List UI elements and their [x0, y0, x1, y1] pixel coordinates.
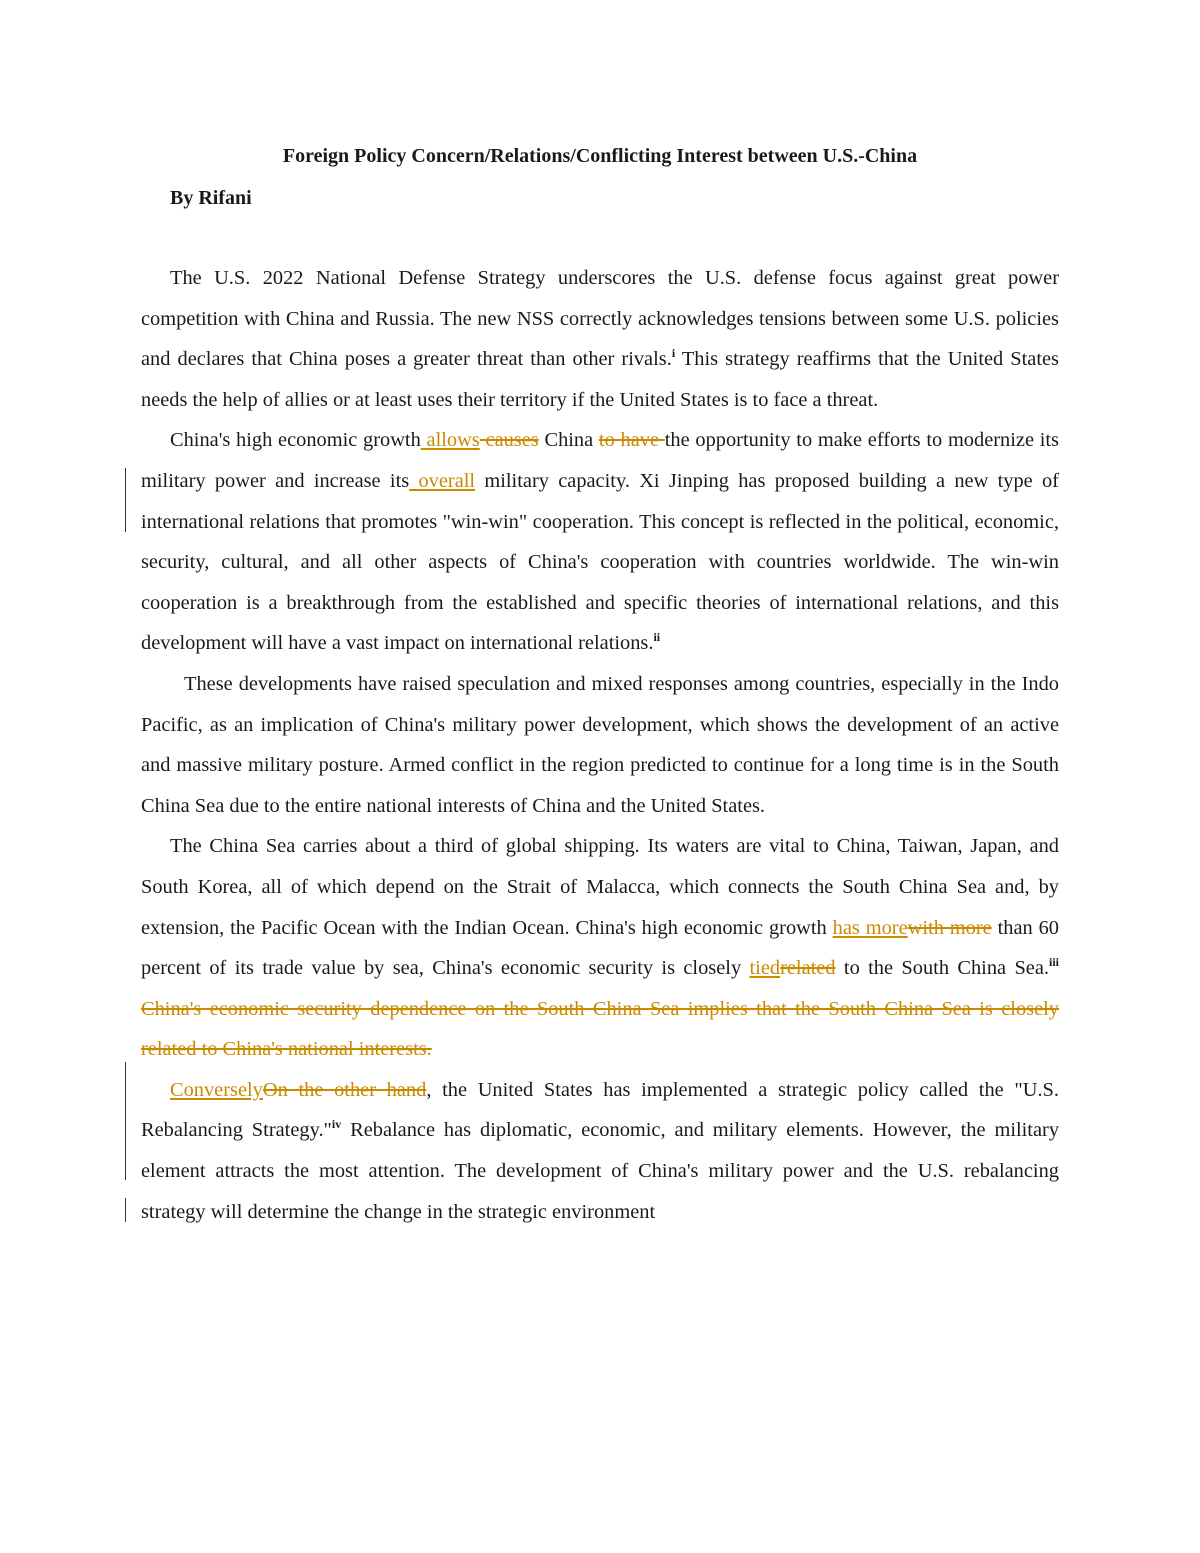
footnote-ref[interactable]: iii: [1048, 955, 1059, 970]
change-bar: [125, 1062, 126, 1180]
text-run: , the United States has implemented a strategic policy called the "U.S. Rebalancing Strategy.": [141, 1078, 1059, 1142]
tracked-insertion[interactable]: overall: [409, 469, 476, 492]
paragraph-2: [141, 420, 1059, 664]
tracked-insertion[interactable]: has more: [832, 916, 908, 939]
tracked-insertion[interactable]: Conversely: [170, 1078, 263, 1101]
text-run: This strategy reaffirms that the United States needs the help of allies or at least uses their territory if the United States is to face a threat.: [141, 348, 1059, 411]
text-run: than 60 percent of its trade value by sea, China's economic security is closely: [141, 916, 1059, 980]
tracked-deletion[interactable]: China's economic security dependence on the South China Sea implies that the South China Sea is closely related to China's national interests.: [141, 997, 1059, 1061]
tracked-deletion[interactable]: On the other hand: [262, 1078, 427, 1101]
tracked-deletion[interactable]: related: [780, 957, 836, 980]
text-run: These developments have raised speculation and mixed responses among countries, especially in the Indo Pacific, as an implication of China's military power development, which shows the development of an active and massive military posture. Armed conflict in the region predicted to continue for a long time is in the South China Sea due to the entire national interests of China and the United States.: [141, 672, 1059, 817]
footnote-ref[interactable]: ii: [653, 630, 661, 645]
paragraph-4: [141, 826, 1059, 1070]
tracked-insertion[interactable]: tied: [749, 957, 781, 980]
paragraph-3: [141, 664, 1059, 826]
text-run: Rebalance has diplomatic, economic, and military elements. However, the military element attracts the most attention. The development of China's military power and the U.S. rebalancing strategy will determine the change in the strategic environment: [141, 1119, 1060, 1223]
text-run: military capacity. Xi Jinping has proposed building a new type of international relations that promotes "win-win" cooperation. This concept is reflected in the political, economic, security, cultural, and all other aspects of China's cooperation with countries worldwide. The win-win cooperation is a breakthrough from the established and specific theories of international relations, and this development will have a vast impact on international relations.: [141, 469, 1059, 655]
change-bar: [125, 468, 126, 532]
text-run: The China Sea carries about a third of global shipping. Its waters are vital to China, Taiwan, Japan, and South Korea, all of which depend on the Strait of Malacca, which connects the South China Sea and, by extension, the Pacific Ocean with the Indian Ocean. China's high economic growth: [141, 835, 1059, 939]
text-run: China: [538, 429, 599, 452]
paragraph-5: [141, 1070, 1059, 1232]
text-run: the opportunity to make efforts to modernize its military power and increase its: [141, 429, 1059, 492]
text-run: to the South China Sea.: [835, 957, 1049, 980]
document-body: [141, 258, 1059, 1232]
footnote-ref[interactable]: i: [671, 346, 676, 361]
tracked-deletion[interactable]: causes: [479, 429, 539, 452]
text-run: China's high economic growth: [170, 429, 421, 452]
tracked-insertion[interactable]: allows: [420, 429, 480, 452]
text-run: The U.S. 2022 National Defense Strategy underscores the U.S. defense focus against great power competition with China and Russia. The new NSS correctly acknowledges tensions between some U.S. policies and declares that China poses a greater threat than other rivals.: [141, 267, 1059, 371]
document-title: Foreign Policy Concern/Relations/Conflicting Interest between U.S.-China: [282, 145, 918, 167]
footnote-ref[interactable]: iv: [331, 1117, 342, 1132]
tracked-deletion[interactable]: to have: [598, 429, 665, 452]
paragraph-1: [141, 258, 1059, 420]
change-bar: [125, 1198, 126, 1222]
tracked-deletion[interactable]: with more: [907, 916, 992, 939]
document-author: By Rifani: [170, 187, 252, 209]
